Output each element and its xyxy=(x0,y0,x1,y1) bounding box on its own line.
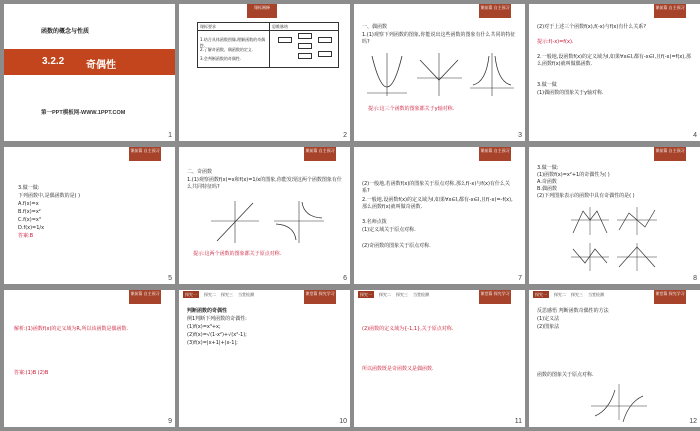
slide-text-line: 3.做一做 xyxy=(537,82,557,88)
tab-explore-2[interactable]: 探究二 xyxy=(554,292,566,297)
slide-text-line: 二、奇函数 xyxy=(187,169,213,175)
tab-class-check[interactable]: 当堂检测 xyxy=(588,292,604,297)
section-badge: 课前篇 自主预习 xyxy=(479,4,511,18)
solution-text: 所以函数既是奇函数又是偶函数. xyxy=(362,366,434,372)
option-graphs xyxy=(569,205,659,275)
hint-text: 提示:这三个函数的图象都关于y轴对称. xyxy=(368,106,455,112)
slide-number: 7 xyxy=(518,275,522,282)
hint-text: 提示:f(-x)=f(x). xyxy=(537,39,574,45)
slide-text-line: (2)f(x)=√(1-x²)+√(x²-1); xyxy=(187,332,247,338)
slide-subtitle: 函数的概念与性质 xyxy=(41,28,90,35)
slide-thumbnail-5[interactable] xyxy=(4,147,175,284)
slide-number: 5 xyxy=(168,275,172,282)
tab-explore-3[interactable]: 探究三 xyxy=(221,292,233,297)
slide-text-line: 2.一般地,设函数f(x)的定义域为I,如果∀x∈I,都有-x∈I,且f(-x)=f(x),那么函数f(x)就叫做偶函数. xyxy=(537,54,691,67)
mindmap-box xyxy=(298,53,312,59)
tab-strip xyxy=(533,292,609,298)
section-badge: 课前篇 自主预习 xyxy=(654,147,686,161)
table-header-cell-2: 思维脉络 xyxy=(272,24,288,29)
tab-explore-1[interactable]: 探究一 xyxy=(535,292,547,297)
tab-class-check[interactable]: 当堂检测 xyxy=(238,292,254,297)
slide-text-line: (2)图象法 xyxy=(537,324,560,330)
slide-number: 3 xyxy=(518,132,522,139)
function-graph xyxy=(589,382,649,422)
slide-number: 4 xyxy=(693,132,697,139)
section-badge: 课堂篇 探究学习 xyxy=(304,290,336,304)
answer-text: 答案:B xyxy=(18,233,34,239)
slide-top-area xyxy=(4,4,175,49)
option-a: A.奇函数 xyxy=(537,179,557,185)
objectives-table xyxy=(197,22,339,68)
slide-number: 6 xyxy=(343,275,347,282)
slide-text-line: 3.做一做: xyxy=(537,165,559,171)
solution-text: (2)函数的定义域为{-1,1},关于原点对称. xyxy=(362,326,454,332)
mindmap-box xyxy=(318,37,332,43)
slide-text-line: (1)f(x)=x³+x; xyxy=(187,324,221,330)
tab-strip xyxy=(183,292,259,298)
tab-explore-2[interactable]: 探究二 xyxy=(204,292,216,297)
option-b: B.f(x)=x² xyxy=(18,209,41,215)
slide-number: 10 xyxy=(339,418,347,425)
slide-text-line: 函数的图象关于原点对称. xyxy=(537,372,594,378)
table-header-cell-1: 课标要求 xyxy=(200,24,216,29)
section-badge: 课前篇 自主预习 xyxy=(304,147,336,161)
tab-strip xyxy=(358,292,434,298)
slide-text-line: 1.(1)观察函数f(x)=x和f(x)=1/x的图象,你能发现这两个函数图象有什么共同特征吗? xyxy=(187,177,342,190)
slide-text-line: (1)函数f(x)=x²+1的奇偶性为( ) xyxy=(537,172,610,178)
section-badge: 课前篇 自主预习 xyxy=(479,147,511,161)
tab-explore-3[interactable]: 探究三 xyxy=(396,292,408,297)
slide-text-line: 下列函数中,是偶函数的是( ) xyxy=(18,193,81,199)
slide-thumbnail-2[interactable] xyxy=(179,4,350,141)
mindmap-box xyxy=(318,51,332,57)
slide-thumbnail-6[interactable] xyxy=(179,147,350,284)
slide-text-line: 3.做一做: xyxy=(18,185,40,191)
hint-text: 提示:这两个函数的图象都关于原点对称. xyxy=(193,251,282,257)
slide-text-line: (1)定义域关于原点对称. xyxy=(362,227,416,233)
slide-thumbnail-3[interactable] xyxy=(354,4,525,141)
section-badge: 课标阐释 xyxy=(247,4,277,18)
slide-number: 12 xyxy=(689,418,697,425)
tab-explore-1[interactable]: 探究一 xyxy=(360,292,372,297)
slide-thumbnail-10[interactable] xyxy=(179,290,350,427)
mindmap-box xyxy=(278,37,292,43)
slide-text-line: (2)奇函数的图象关于原点对称. xyxy=(362,243,431,249)
slide-text-line: 例1判断下列函数的奇偶性: xyxy=(187,316,247,322)
slide-number: 2 xyxy=(343,132,347,139)
site-watermark: 第一PPT模板网-WWW.1PPT.COM xyxy=(41,110,126,116)
slide-thumbnail-11[interactable] xyxy=(354,290,525,427)
slide-thumbnail-1[interactable] xyxy=(4,4,175,141)
function-graphs xyxy=(362,48,517,98)
option-b: B.偶函数 xyxy=(537,186,558,192)
mindmap-box xyxy=(298,43,312,49)
title-bar xyxy=(4,49,175,75)
function-graphs xyxy=(209,199,329,244)
slide-text-line: (3)f(x)=|x+1|+|x-1|; xyxy=(187,340,238,346)
tab-explore-1[interactable]: 探究一 xyxy=(185,292,197,297)
slide-title: 奇偶性 xyxy=(86,60,116,71)
slide-thumbnail-7[interactable] xyxy=(354,147,525,284)
objective-line-1: 1.结合具体函数图像,理解函数的奇偶性. xyxy=(200,37,266,48)
slide-thumbnail-8[interactable] xyxy=(529,147,700,284)
slide-text-line: (1)偶函数的图象关于y轴对称. xyxy=(537,90,604,96)
slide-text-line: 一、偶函数 xyxy=(362,24,388,30)
objective-line-2: 2.了解奇函数、偶函数的定义. xyxy=(200,47,254,52)
slide-text-line: (1)定义法 xyxy=(537,316,560,322)
slide-thumbnail-12[interactable] xyxy=(529,290,700,427)
slide-number: 1 xyxy=(168,132,172,139)
section-badge: 课堂篇 探究学习 xyxy=(479,290,511,304)
slide-number: 8 xyxy=(693,275,697,282)
objective-line-3: 3.会判断函数的奇偶性. xyxy=(200,56,242,61)
tab-explore-2[interactable]: 探究二 xyxy=(379,292,391,297)
section-badge: 课前篇 自主预习 xyxy=(654,4,686,18)
section-number: 3.2.2 xyxy=(42,56,65,67)
slide-text-line: 3.名师点拨 xyxy=(362,219,387,225)
slide-text-line: (2)一般地,若函数f(x)的图象关于原点对称,那么f(-x)与f(x)有什么关系? xyxy=(362,181,510,194)
slide-text-line: (2)下列图象表示的函数中具有奇偶性的是( ) xyxy=(537,193,635,199)
section-badge: 课前篇 自主预习 xyxy=(129,290,161,304)
slide-number: 11 xyxy=(514,418,522,425)
option-d: D.f(x)=1/x xyxy=(18,225,45,231)
slide-heading: 判断函数的奇偶性 xyxy=(187,308,228,314)
solution-text: 解析:(1)函数f(x)的定义域为R,所以该函数是偶函数. xyxy=(14,326,129,332)
slide-text-line: (2)对于上述三个函数f(x),f(-x)与f(x)有什么关系? xyxy=(537,24,646,30)
tab-class-check[interactable]: 当堂检测 xyxy=(413,292,429,297)
slide-text-line: 2.一般地,设函数f(x)的定义域为I,如果∀x∈I,都有-x∈I,且f(-x)=-f(x),那么函数f(x)就叫做奇函数. xyxy=(362,197,513,210)
slide-thumbnail-9[interactable] xyxy=(4,290,175,427)
section-badge: 课前篇 自主预习 xyxy=(129,147,161,161)
slide-number: 9 xyxy=(168,418,172,425)
answer-text: 答案:(1)B (2)B xyxy=(14,370,49,376)
tab-explore-3[interactable]: 探究三 xyxy=(571,292,583,297)
slide-text-line: 1.(1)观察下列函数的图象,你能说出这些函数的图象有什么共同的特征吗? xyxy=(362,32,516,45)
mindmap-box xyxy=(298,33,312,39)
section-badge: 课堂篇 探究学习 xyxy=(654,290,686,304)
slide-thumbnail-4[interactable] xyxy=(529,4,700,141)
option-c: C.f(x)=x³ xyxy=(18,217,41,223)
option-a: A.f(x)=x xyxy=(18,201,39,207)
slide-text-line: 反思感悟 判断函数奇偶性的方法 xyxy=(537,308,609,314)
